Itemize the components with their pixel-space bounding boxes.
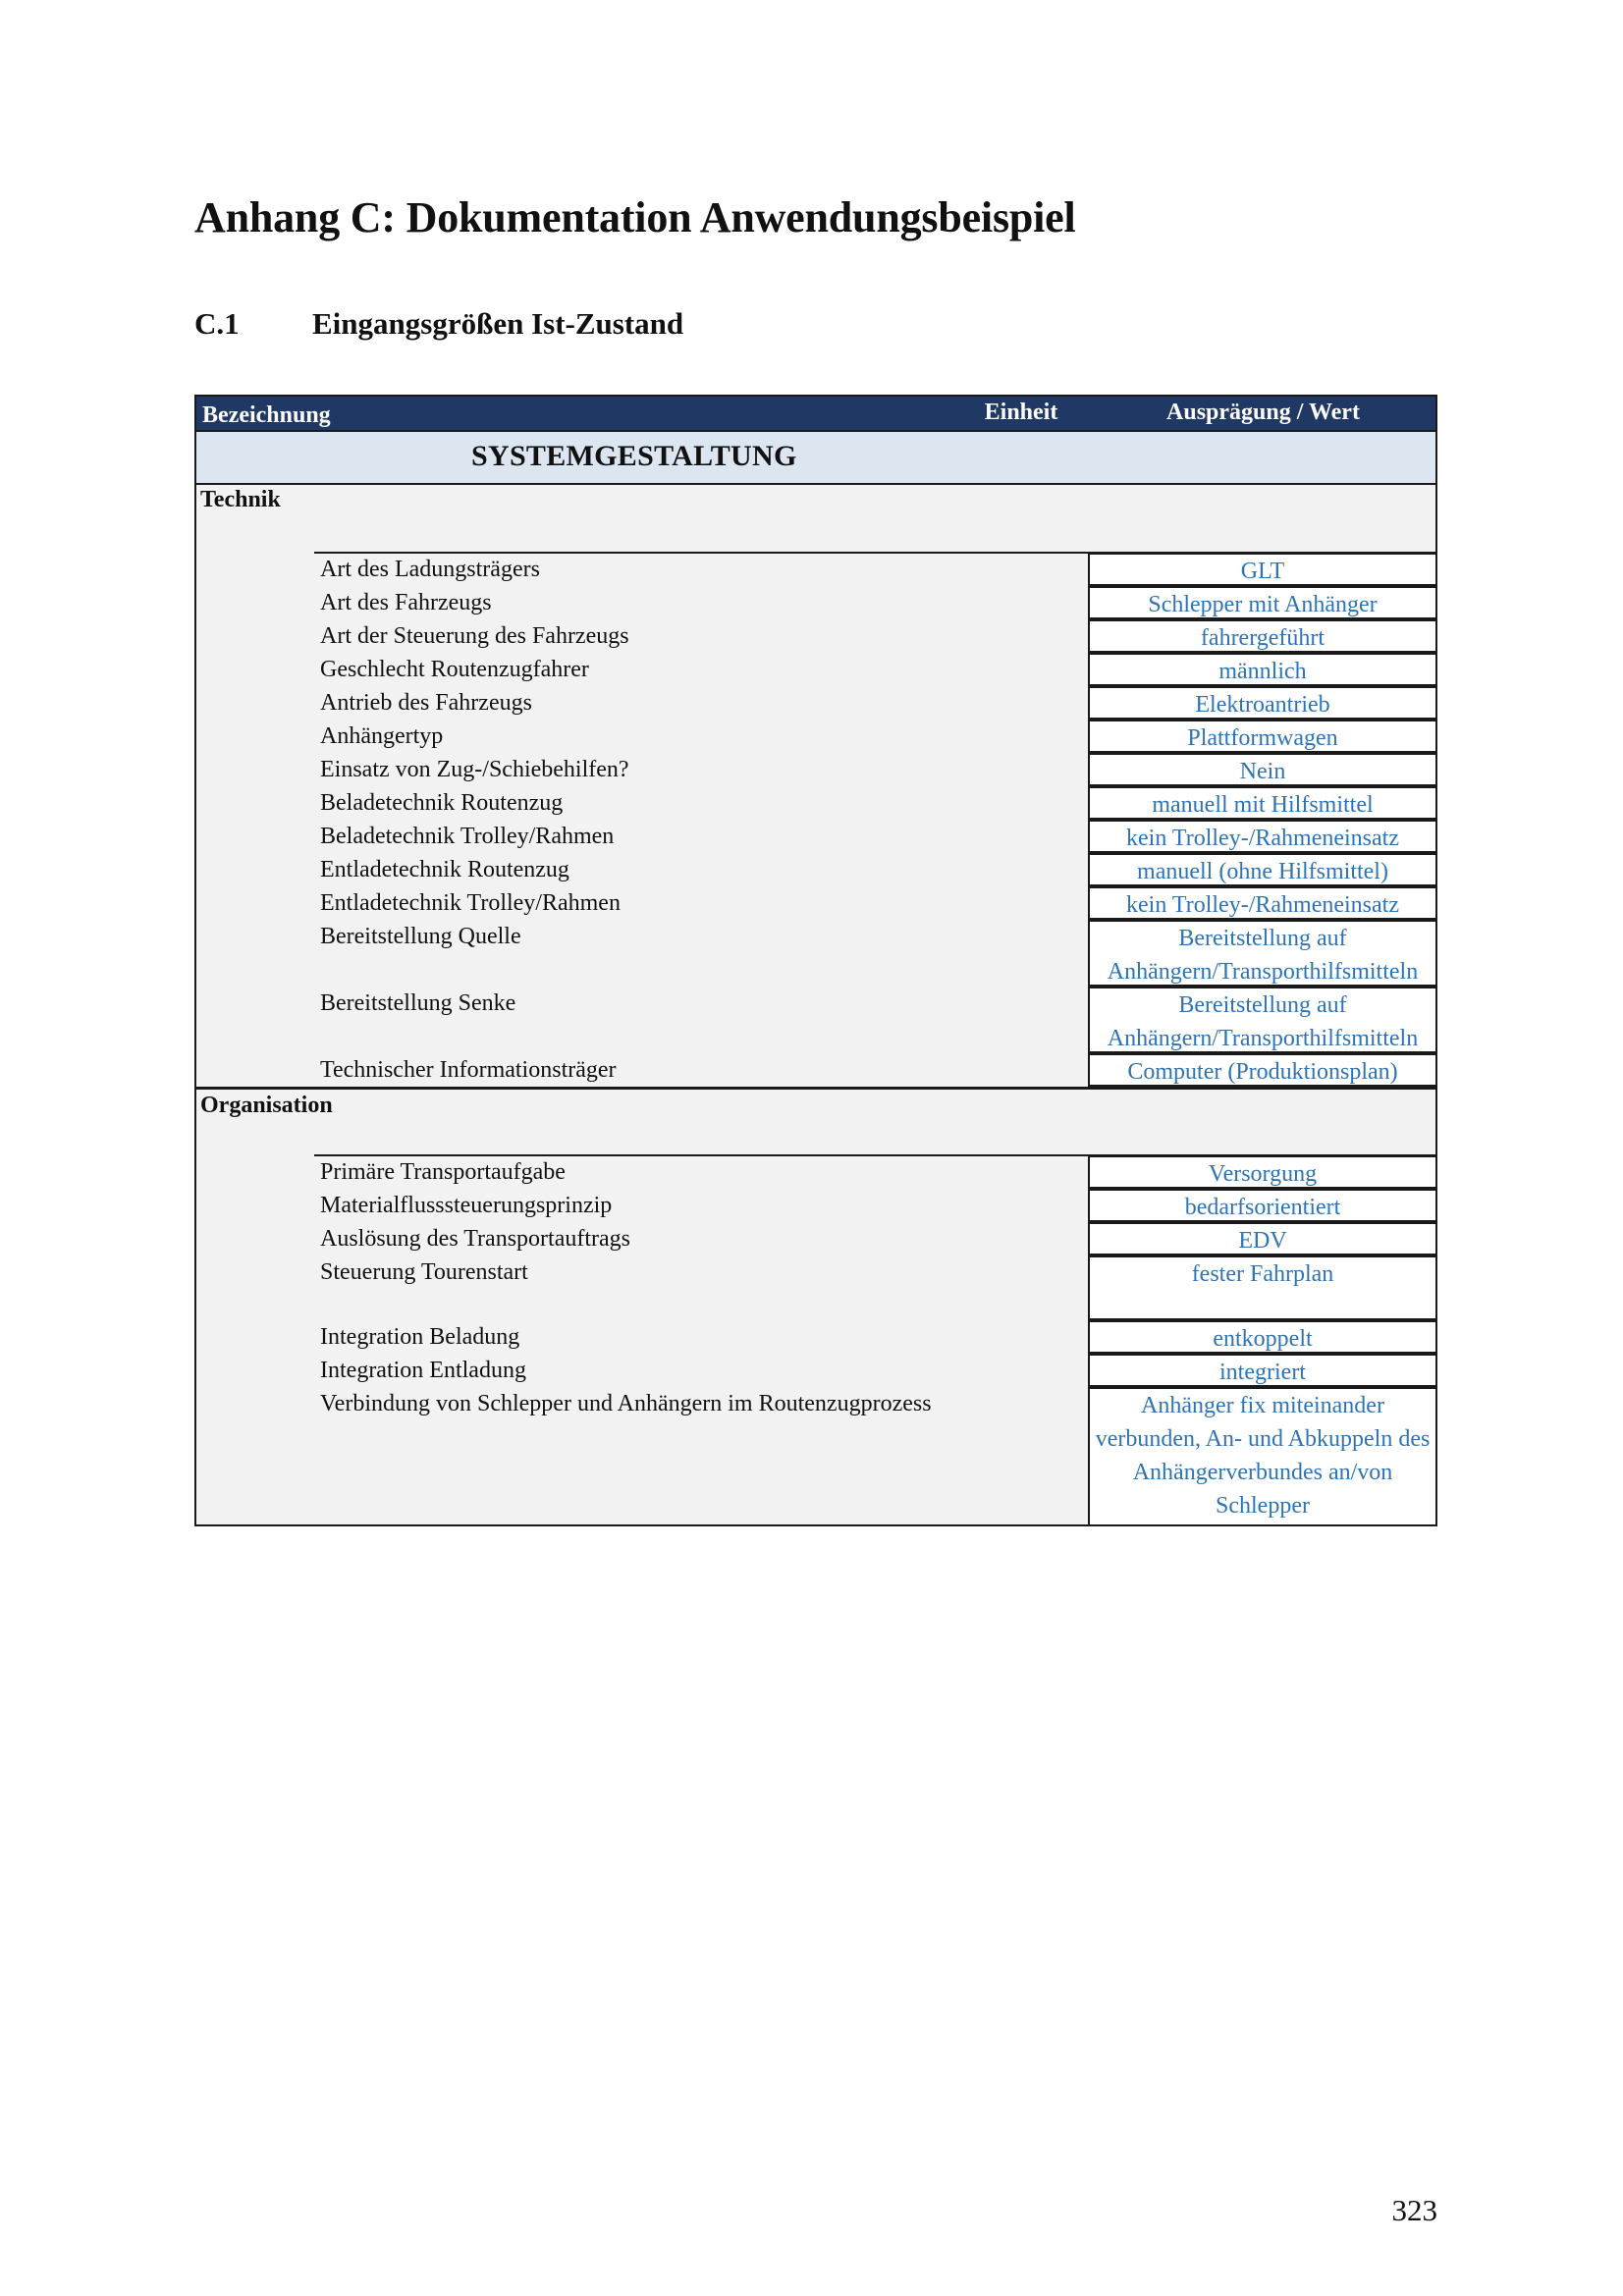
row-value: bedarfsorientiert [1088,1189,1437,1222]
group-organisation: Organisation [200,1093,333,1118]
row-value: manuell mit Hilfsmittel [1088,786,1437,820]
row-label: Integration Entladung [320,1358,526,1383]
row-label: Einsatz von Zug-/Schiebehilfen? [320,757,629,782]
row-label: Art der Steuerung des Fahrzeugs [320,623,629,649]
section-heading [194,306,683,342]
section-number: C.1 [194,306,240,341]
row-value: integriert [1088,1354,1437,1387]
row-label: Art des Fahrzeugs [320,590,492,615]
header-wert: Ausprägung / Wert [1166,400,1360,425]
row-value: EDV [1088,1222,1437,1255]
row-value: Bereitstellung auf Anhängern/Transporthilfsmitteln [1088,920,1437,987]
section-title: Eingangsgrößen Ist-Zustand [312,306,684,341]
row-label: Antrieb des Fahrzeugs [320,690,532,716]
row-label: Bereitstellung Quelle [320,924,521,949]
row-value: Anhänger fix miteinander verbunden, An- und Abkuppeln des Anhängerverbundes an/von Schlepper [1088,1387,1437,1526]
row-value: Plattformwagen [1088,720,1437,753]
row-label: Beladetechnik Trolley/Rahmen [320,824,615,849]
row-label: Beladetechnik Routenzug [320,790,564,816]
row-value: manuell (ohne Hilfsmittel) [1088,853,1437,886]
row-label: Bereitstellung Senke [320,990,516,1016]
row-value: kein Trolley-/Rahmeneinsatz [1088,820,1437,853]
group-technik: Technik [200,487,281,512]
row-value: Bereitstellung auf Anhängern/Transporthilfsmitteln [1088,987,1437,1053]
row-label: Art des Ladungsträgers [320,557,540,582]
row-label: Materialflusssteuerungsprinzip [320,1193,613,1218]
row-value: fester Fahrplan [1088,1255,1437,1320]
table-header-row [196,397,1435,432]
header-bezeichnung: Bezeichnung [202,402,331,428]
category-title: SYSTEMGESTALTUNG [471,440,797,472]
page-number: 323 [1391,2193,1437,2227]
row-label: Entladetechnik Trolley/Rahmen [320,890,621,916]
row-value: Versorgung [1088,1155,1437,1189]
row-label: Integration Beladung [320,1324,520,1350]
row-label: Geschlecht Routenzugfahrer [320,657,589,682]
row-value: Computer (Produktionsplan) [1088,1053,1437,1087]
row-label: Steuerung Tourenstart [320,1259,528,1285]
row-value: männlich [1088,653,1437,686]
group-separator [196,1087,1435,1090]
row-value: kein Trolley-/Rahmeneinsatz [1088,886,1437,920]
header-einheit: Einheit [984,400,1058,425]
row-label: Primäre Transportaufgabe [320,1159,566,1185]
row-label: Anhängertyp [320,723,444,749]
page-title: Anhang C: Dokumentation Anwendungsbeispiel [194,193,1076,241]
row-value: Elektroantrieb [1088,686,1437,720]
row-label: Verbindung von Schlepper und Anhängern im Routenzugprozess [320,1391,932,1416]
row-label: Technischer Informationsträger [320,1057,617,1083]
row-label: Entladetechnik Routenzug [320,857,569,882]
row-value: entkoppelt [1088,1320,1437,1354]
row-value: Schlepper mit Anhänger [1088,586,1437,619]
category-band [196,432,1435,485]
row-value: Nein [1088,753,1437,786]
row-value: GLT [1088,553,1437,586]
row-value: fahrergeführt [1088,619,1437,653]
input-parameters-table [194,395,1437,1526]
row-label: Auslösung des Transportauftrags [320,1226,630,1252]
